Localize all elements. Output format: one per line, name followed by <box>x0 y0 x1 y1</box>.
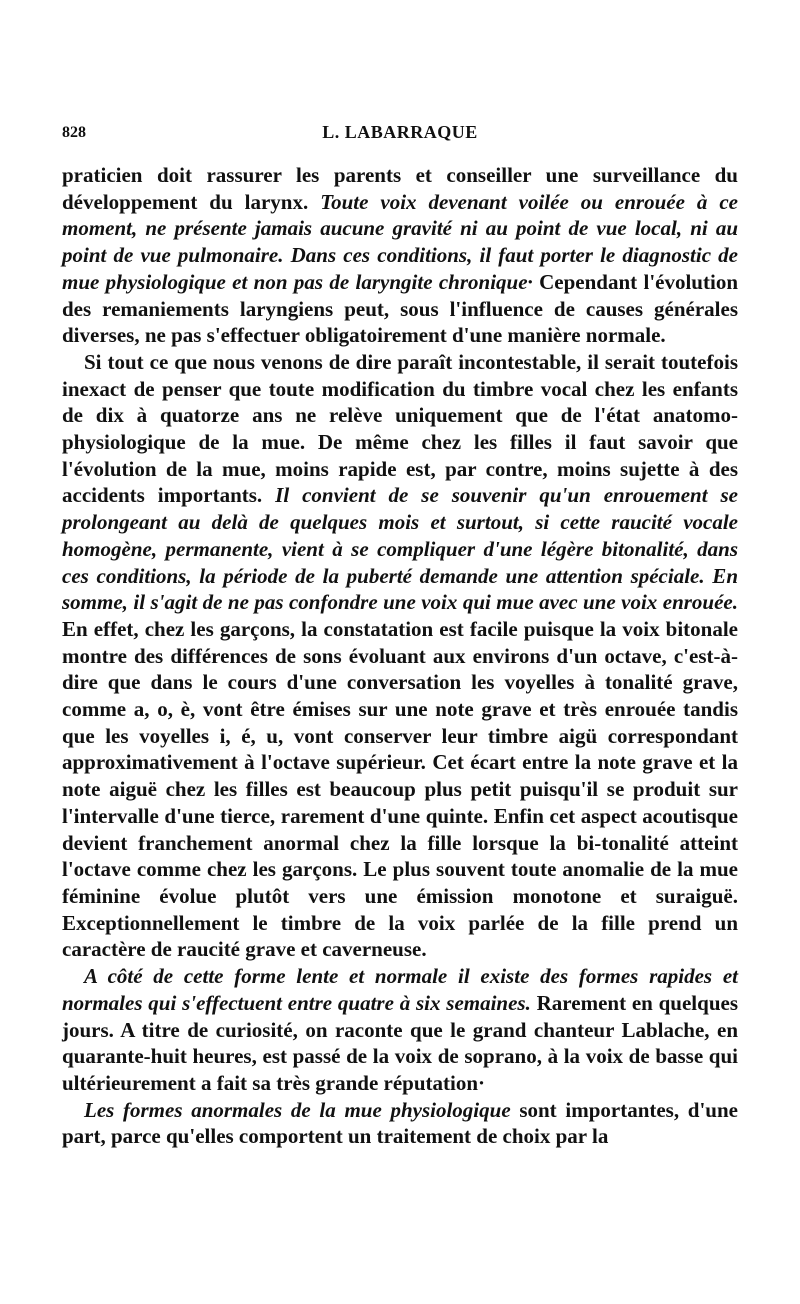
paragraph-2 <box>62 349 738 963</box>
text-segment: Cependant l'évolution des remaniements laryngiens peut, sous l'influence de causes générales diverses, ne pas s'effectuer obligatoirement d'une manière normale. <box>62 269 738 348</box>
text-segment: En effet, chez les garçons, la constatation est facile puisque la voix bitonale montre des différences de sons évoluant aux environs d'un octave, c'est-à-dire que dans le cours d'une conversation les voyelles à tonalité grave, comme a, o, è, vont être émises sur une note grave et très enrouée tandis que les voyelles i, é, u, vont conserver leur timbre aigü correspondant approximativement à l'octave supérieur. Cet écart entre la note grave et la note aiguë chez les filles est beaucoup plus petit puisqu'il se produit sur l'intervalle d'une tierce, rarement d'une quinte. Enfin cet aspect acoutisque devient franchement anormal chez la fille lorsque la bi-tonalité atteint l'octave comme chez les garçons. Le plus souvent toute anomalie de la mue féminine évolue plutôt vers une émission monotone et suraiguë. Exceptionnellement le timbre de la voix parlée de la fille prend un caractère de raucité grave et caverneuse. <box>62 616 738 962</box>
italic-segment: Toute voix devenant voilée ou enrouée à ce moment, ne présente jamais aucune gravité ni au point de vue local, ni au point de vue pulmonaire. Dans ces conditions, il faut porter le diagnostic de mue physiologique et non pas de laryngite chronique· <box>62 189 738 294</box>
italic-segment: Les formes anormales de la mue physiologique <box>84 1097 511 1122</box>
text-segment: Si tout ce que nous venons de dire paraît incontestable, il serait toutefois inexact de penser que toute modification du timbre vocal chez les enfants de dix à quatorze ans ne relève uniquement que de l'état anatomo-physiologique de la mue. De même chez les filles il faut savoir que l'évolution de la mue, moins rapide est, par contre, moins sujette à des accidents importants. <box>62 349 738 508</box>
italic-segment: A côté de cette forme lente et normale il existe des formes rapides et normales qui s'effectuent entre quatre à six semaines. <box>62 964 738 1015</box>
book-page <box>62 118 738 1150</box>
text-segment: Rarement en quelques jours. A titre de curiosité, on raconte que le grand chanteur Lablache, en quarante-huit heures, est passé de la voix de soprano, à la voix de basse qui ultérieurement a fait sa très grande réputation· <box>62 990 738 1095</box>
text-segment: praticien doit rassurer les parents et conseiller une surveillance du développement du larynx. <box>62 163 738 214</box>
paragraph-4 <box>62 1097 738 1150</box>
text-segment: sont importantes, d'une part, parce qu'elles comportent un traitement de choix par la <box>62 1097 738 1149</box>
paragraph-3 <box>62 963 738 1097</box>
italic-segment: Il convient de se souvenir qu'un enrouement se prolongeant au delà de quelques mois et surtout, si cette raucité vocale homogène, permanente, vient à se compliquer d'une légère bitonalité, dans ces conditions, la période de la puberté demande une attention spéciale. En somme, il s'agit de ne pas confondre une voix qui mue avec une voix enrouée. <box>62 483 738 615</box>
running-title: L. LABARRAQUE <box>322 122 478 142</box>
body-text <box>62 162 738 1150</box>
paragraph-1 <box>62 162 738 349</box>
page-header <box>62 118 738 150</box>
page-number: 828 <box>62 124 86 141</box>
